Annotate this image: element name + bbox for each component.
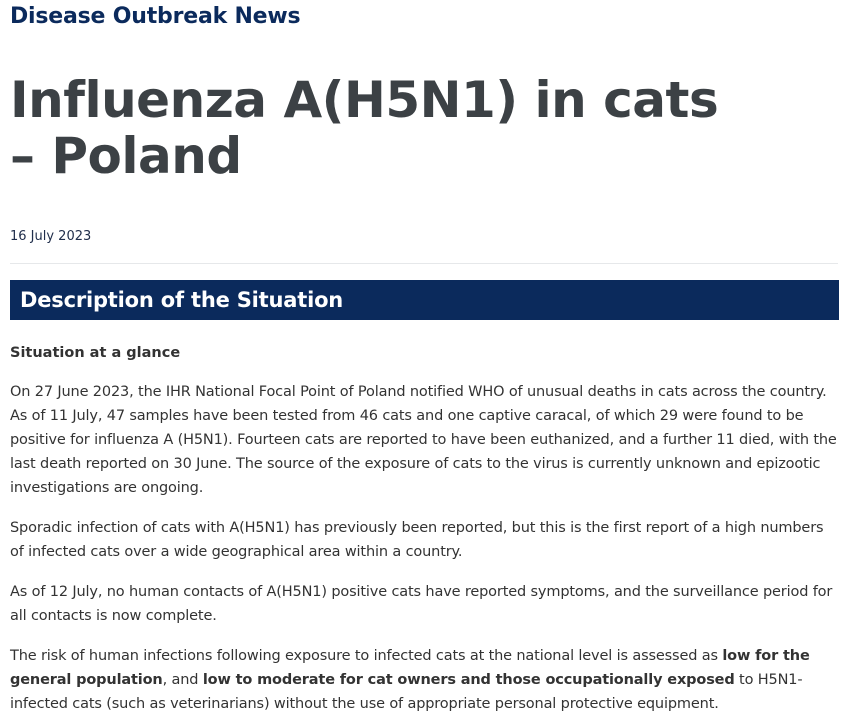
paragraph-risk-assessment bbox=[10, 644, 840, 716]
section-heading-description: Description of the Situation bbox=[10, 280, 839, 320]
divider bbox=[10, 263, 838, 264]
paragraph-notification: On 27 June 2023, the IHR National Focal Point of Poland notified WHO of unusual deaths in cats across the country. As of 11 July, 47 samples have been tested from 46 cats and one captive caracal, of which 29 were found to be positive for influenza A (H5N1). Fourteen cats are reported to have been euthanized, and a further 11 died, with the last death reported on 30 June. The source of the exposure of cats to the virus is currently unknown and epizootic investigations are ongoing. bbox=[10, 384, 837, 496]
risk-text-part1: The risk of human infections following exposure to infected cats at the national level is assessed as bbox=[10, 648, 723, 664]
risk-text-part3: to H5N1-infected cats (such as veterinarians) without the use of appropriate personal protective equipment. bbox=[10, 672, 803, 712]
risk-general-population: low for the general population bbox=[10, 648, 810, 688]
paragraph-sporadic-infection: Sporadic infection of cats with A(H5N1) has previously been reported, but this is the first report of a high numbers of infected cats over a wide geographical area within a country. bbox=[10, 520, 824, 560]
situation-at-a-glance-heading: Situation at a glance bbox=[10, 345, 181, 361]
publication-date: 16 July 2023 bbox=[10, 229, 92, 244]
disease-outbreak-news-link[interactable]: Disease Outbreak News bbox=[10, 4, 301, 29]
paragraph-human-contacts: As of 12 July, no human contacts of A(H5N1) positive cats have reported symptoms, and the surveillance period for all contacts is now complete. bbox=[10, 584, 833, 624]
risk-text-part2: , and bbox=[162, 672, 203, 688]
risk-cat-owners: low to moderate for cat owners and those occupationally exposed bbox=[202, 672, 735, 688]
page-title: Influenza A(H5N1) in cats – Poland bbox=[10, 71, 719, 185]
